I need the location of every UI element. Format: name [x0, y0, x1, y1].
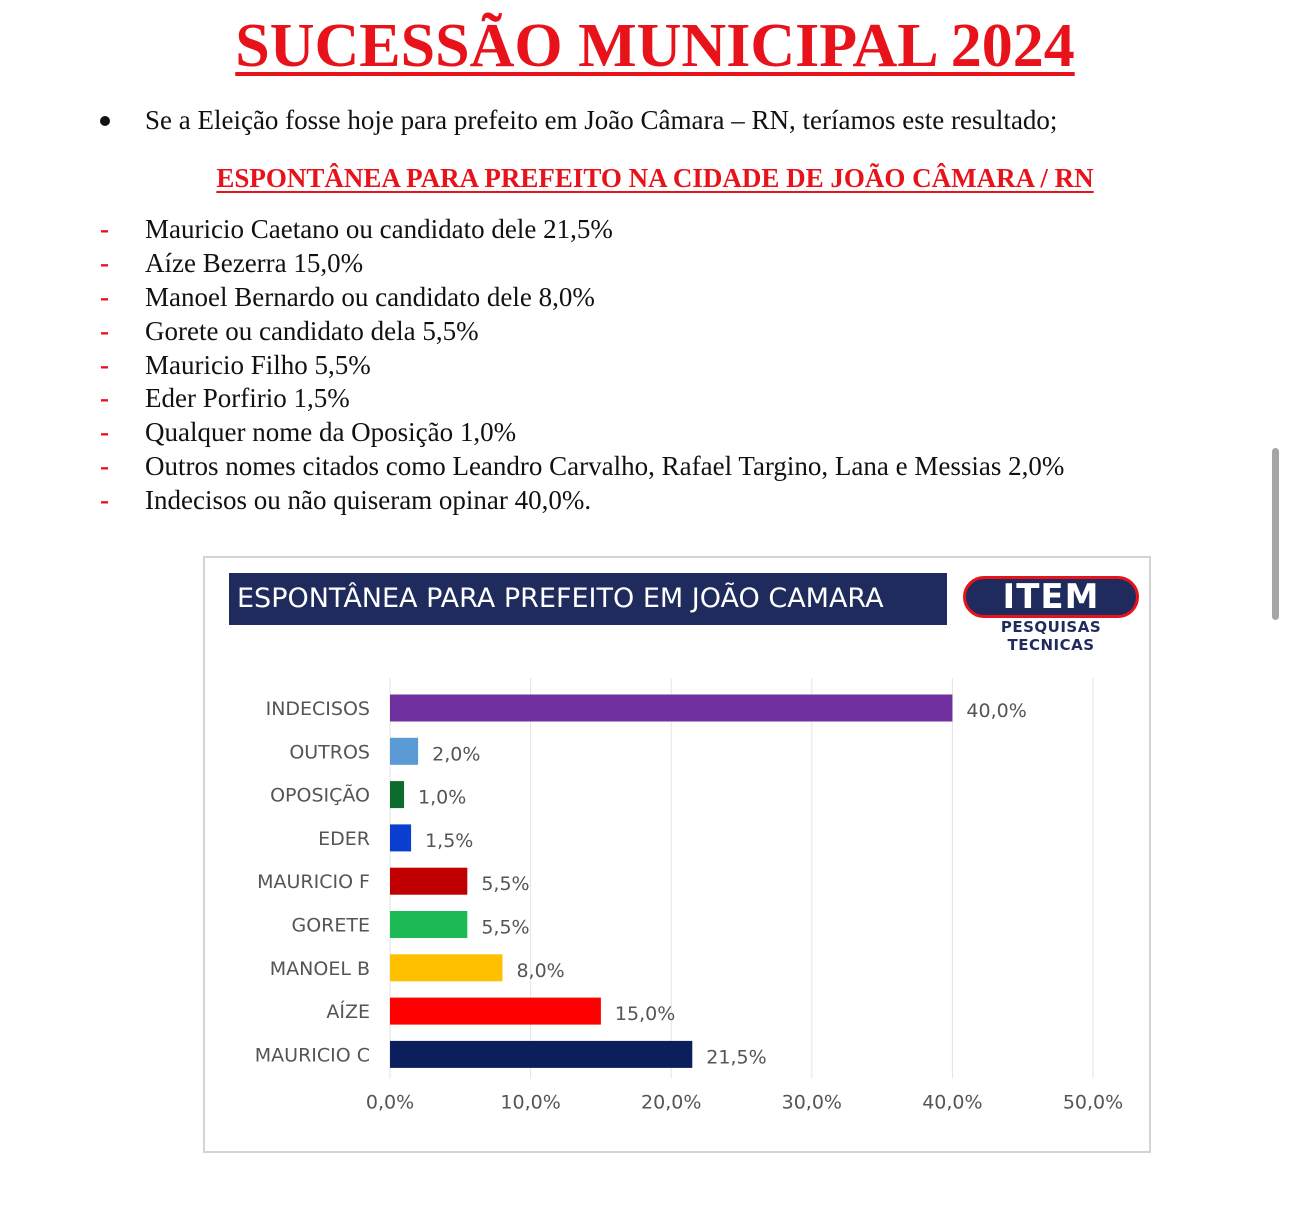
- bar: [390, 998, 601, 1025]
- dash-icon: -: [100, 485, 109, 516]
- value-label: 2,0%: [432, 743, 481, 766]
- dash-icon: -: [100, 349, 109, 380]
- vertical-scrollbar[interactable]: [1272, 448, 1279, 620]
- category-label: OUTROS: [289, 741, 370, 764]
- intro-text: Se a Eleição fosse hoje para prefeito em João Câmara – RN, teríamos este resultado;: [145, 105, 1058, 135]
- bar: [390, 695, 952, 722]
- value-label: 40,0%: [966, 700, 1027, 722]
- section-subtitle: ESPONTÂNEA PARA PREFEITO NA CIDADE DE JOÃO CÂMARA / RN: [216, 163, 1094, 193]
- bar: [390, 738, 418, 765]
- x-tick-label: 20,0%: [641, 1091, 702, 1114]
- value-label: 1,5%: [425, 829, 474, 852]
- value-label: 1,0%: [418, 786, 467, 809]
- dash-icon: -: [100, 247, 109, 278]
- value-label: 5,5%: [481, 873, 530, 896]
- dash-icon: -: [100, 315, 109, 346]
- dash-icon: -: [100, 281, 109, 312]
- logo-tagline: PESQUISAS TECNICAS: [1000, 618, 1102, 654]
- bar: [390, 868, 467, 895]
- bar: [390, 781, 404, 808]
- page-title: SUCESSÃO MUNICIPAL 2024: [235, 12, 1075, 80]
- bullet-icon: [100, 116, 110, 126]
- value-label: 5,5%: [481, 916, 530, 939]
- value-label: 21,5%: [706, 1046, 767, 1069]
- chart-container: [203, 556, 1151, 1153]
- category-label: MANOEL B: [269, 957, 370, 980]
- x-tick-label: 0,0%: [365, 1091, 415, 1114]
- dash-icon: -: [100, 417, 109, 448]
- category-label: OPOSIÇÃO: [270, 784, 370, 807]
- x-tick-label: 30,0%: [781, 1091, 842, 1114]
- x-tick-label: 40,0%: [922, 1091, 983, 1114]
- value-label: 8,0%: [516, 959, 565, 982]
- category-label: MAURICIO C: [254, 1044, 370, 1067]
- bar: [390, 954, 502, 981]
- category-label: GORETE: [291, 914, 370, 937]
- dash-icon: -: [100, 214, 109, 244]
- category-label: EDER: [318, 827, 370, 850]
- category-label: AÍZE: [326, 1001, 370, 1024]
- dash-icon: -: [100, 383, 109, 414]
- dash-icon: -: [100, 451, 109, 482]
- category-label: MAURICIO F: [257, 871, 370, 894]
- bar: [390, 824, 411, 851]
- category-label: INDECISOS: [265, 698, 370, 720]
- bar-chart: [205, 558, 1149, 1151]
- value-label: 15,0%: [614, 1003, 676, 1026]
- bar: [390, 911, 467, 938]
- chart-title: ESPONTÂNEA PARA PREFEITO EM JOÃO CAMARA: [229, 573, 947, 625]
- x-tick-label: 50,0%: [1062, 1091, 1124, 1114]
- x-tick-label: 10,0%: [500, 1091, 561, 1114]
- logo-word: ITEM: [1002, 577, 1100, 617]
- bar: [390, 1041, 692, 1068]
